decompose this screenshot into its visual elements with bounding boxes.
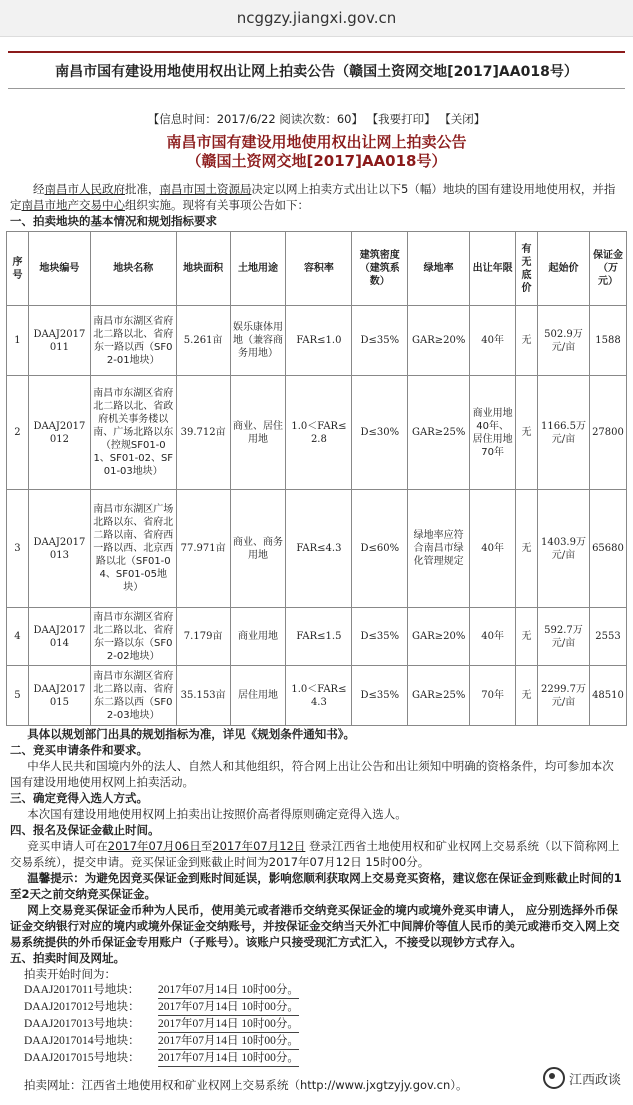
- cell-density: D≤30%: [352, 376, 408, 490]
- cell-start-price: 1166.5万元/亩: [538, 376, 590, 490]
- cell-index: 1: [7, 306, 29, 376]
- th-code: 地块编号: [28, 232, 90, 306]
- schedule-code: DAAJ2017014号地块：: [24, 1035, 140, 1047]
- cell-deposit: 65680: [589, 490, 626, 608]
- schedule-item: [10, 1033, 623, 1050]
- cell-green: 绿地率应符合南昌市绿化管理规定: [408, 490, 470, 608]
- cell-index: 5: [7, 666, 29, 726]
- section-5-heading: 五、拍卖时间及网址。: [10, 951, 125, 965]
- cell-far: FAR≤1.5: [286, 608, 352, 666]
- cell-far: FAR≤1.0: [286, 306, 352, 376]
- intro-d: 组织实施。现将有关事项公告如下：: [125, 198, 309, 212]
- page-header-title: 南昌市国有建设用地使用权出让网上拍卖公告（赣国土资网交地[2017]AA018号）: [55, 64, 578, 80]
- sec4-b: 至: [200, 839, 213, 853]
- cell-start-price: 502.9万元/亩: [538, 306, 590, 376]
- sec4-date2: 2017年07月12日: [212, 839, 306, 853]
- th-name: 地块名称: [90, 232, 176, 306]
- auction-website: 拍卖网址：江西省土地使用权和矿业权网上交易系统（http://www.jxgtzyjy.gov.cn）。: [24, 1078, 468, 1092]
- schedule-item: [10, 999, 623, 1016]
- th-area: 地块面积: [176, 232, 230, 306]
- cell-area: 5.261亩: [176, 306, 230, 376]
- intro-paragraph: [10, 181, 623, 213]
- cell-reserve: 无: [516, 608, 538, 666]
- table-row: [7, 666, 627, 726]
- info-time-label: 【信息时间：: [147, 112, 217, 126]
- sec4-c: 登录江西省土地使用权和矿业权网上交易系统（以下简称网上交易系统），提交申请。竞买保证金到账截止时间为2017年07月12日 15时00分。: [10, 839, 620, 869]
- th-reserve: 有无底价: [516, 232, 538, 306]
- close-link[interactable]: 【关闭】: [439, 112, 486, 126]
- cell-reserve: 无: [516, 376, 538, 490]
- schedule-label: 拍卖开始时间为：: [24, 967, 116, 981]
- cell-use: 商业用地: [230, 608, 286, 666]
- schedule-item: [10, 1050, 623, 1067]
- cell-density: D≤35%: [352, 666, 408, 726]
- th-start-price: 起始价: [538, 232, 590, 306]
- cell-far: 1.0＜FAR≤4.3: [286, 666, 352, 726]
- schedule-time: 2017年07月14日 10时00分。: [158, 1016, 299, 1033]
- schedule-code: DAAJ2017013号地块：: [24, 1018, 140, 1030]
- table-row: [7, 490, 627, 608]
- cell-name: 南昌市东湖区省府北二路以北、省政府机关事务楼以南、广场北路以东（控规SF01-01、SF01-02、SF01-03地块）: [90, 376, 176, 490]
- cell-term: 40年: [470, 608, 516, 666]
- section-1-heading: 一、拍卖地块的基本情况和规划指标要求: [10, 214, 217, 228]
- th-green: 绿地率: [408, 232, 470, 306]
- wechat-logo-icon: [543, 1067, 565, 1089]
- info-views-label: 阅读次数：: [279, 112, 337, 126]
- cell-code: DAAJ2017013: [28, 490, 90, 608]
- table-row: [7, 608, 627, 666]
- info-time: 2017/6/22: [216, 112, 276, 126]
- cell-term: 40年: [470, 490, 516, 608]
- cell-code: DAAJ2017015: [28, 666, 90, 726]
- cell-term: 商业用地40年、居住用地70年: [470, 376, 516, 490]
- deposit-tip: 温馨提示：为避免因竞买保证金到账时间延误，影响您顺利获取网上交易竞买资格，建议您在保证金到账截止时间的1至2天之前交纳竞买保证金。: [10, 871, 622, 901]
- watermark: [539, 1065, 625, 1091]
- intro-c: 决定以网上拍卖方式出让以下5（幅）地块的国有建设用地使用权，并指定: [10, 182, 616, 212]
- cell-use: 居住用地: [230, 666, 286, 726]
- table-header-row: [7, 232, 627, 306]
- schedule-time: 2017年07月14日 10时00分。: [158, 982, 299, 999]
- section-3-heading: 三、确定竞得入选人方式。: [10, 791, 148, 805]
- cell-name: 南昌市东湖区省府北二路以北、省府东一路以西（SF02-01地块）: [90, 306, 176, 376]
- auction-schedule: [10, 966, 623, 1067]
- intro-b: 批准，: [125, 182, 160, 196]
- cell-start-price: 1403.9万元/亩: [538, 490, 590, 608]
- cell-area: 7.179亩: [176, 608, 230, 666]
- intro-bureau: 南昌市国土资源局: [159, 182, 252, 196]
- section-4-heading: 四、报名及保证金截止时间。: [10, 823, 160, 837]
- cell-start-price: 2299.7万元/亩: [538, 666, 590, 726]
- cell-use: 商业、商务用地: [230, 490, 286, 608]
- cell-name: 南昌市东湖区广场北路以东、省府北二路以南、省府西一路以西、北京西路以北（SF01-04、SF01-05地块）: [90, 490, 176, 608]
- intro-a: 经: [33, 182, 45, 196]
- th-index: 序号: [7, 232, 29, 306]
- cell-deposit: 27800: [589, 376, 626, 490]
- info-bar: [0, 111, 633, 127]
- page-header: [8, 51, 625, 89]
- cell-area: 35.153亩: [176, 666, 230, 726]
- schedule-item: [10, 982, 623, 999]
- article-title-line2: （赣国土资网交地[2017]AA018号）: [186, 152, 447, 170]
- cell-area: 77.971亩: [176, 490, 230, 608]
- th-density: 建筑密度（建筑系数）: [352, 232, 408, 306]
- cell-deposit: 48510: [589, 666, 626, 726]
- th-use: 土地用途: [230, 232, 286, 306]
- cell-density: D≤35%: [352, 306, 408, 376]
- land-table: [6, 231, 627, 726]
- cell-far: 1.0＜FAR≤2.8: [286, 376, 352, 490]
- cell-use: 娱乐康体用地（兼容商务用地）: [230, 306, 286, 376]
- planning-note: 具体以规划部门出具的规划指标为准，详见《规划条件通知书》。: [27, 727, 355, 741]
- foreign-currency-note: 网上交易竞买保证金币种为人民币，使用美元或者港币交纳竞买保证金的境内或境外竞买申请人， 应分别选择外币保证金交纳银行对应的境内或境外保证金交纳账号，并按保证金交纳当天外汇中间牌价等值人民币的美元或港币交入网上交易系统提供的外币保证金专用账户（子账号）。该账户只接受现汇方式汇入，不接受以现钞方式存入。: [10, 903, 620, 949]
- cell-name: 南昌市东湖区省府北二路以北、省府东一路以东（SF02-02地块）: [90, 608, 176, 666]
- section-2-heading: 二、竞买申请条件和要求。: [10, 743, 148, 757]
- table-row: [7, 376, 627, 490]
- cell-reserve: 无: [516, 490, 538, 608]
- schedule-time: 2017年07月14日 10时00分。: [158, 999, 299, 1016]
- cell-code: DAAJ2017012: [28, 376, 90, 490]
- cell-green: GAR≥20%: [408, 608, 470, 666]
- cell-index: 2: [7, 376, 29, 490]
- watermark-label: 江西政谈: [568, 1072, 621, 1088]
- schedule-time: 2017年07月14日 10时00分。: [158, 1050, 299, 1067]
- info-close-bracket: 】: [351, 112, 363, 126]
- cell-deposit: 1588: [589, 306, 626, 376]
- th-far: 容积率: [286, 232, 352, 306]
- cell-green: GAR≥25%: [408, 376, 470, 490]
- cell-code: DAAJ2017011: [28, 306, 90, 376]
- address-url: ncggzy.jiangxi.gov.cn: [236, 9, 397, 27]
- cell-name: 南昌市东湖区省府北二路以南、省府东二路以西（SF02-03地块）: [90, 666, 176, 726]
- cell-index: 4: [7, 608, 29, 666]
- th-deposit: 保证金（万元）: [589, 232, 626, 306]
- cell-term: 70年: [470, 666, 516, 726]
- section-2-text: 中华人民共和国境内外的法人、自然人和其他组织，符合网上出让公告和出让须知中明确的资格条件，均可参加本次国有建设用地使用权网上拍卖活动。: [10, 759, 614, 789]
- schedule-time: 2017年07月14日 10时00分。: [158, 1033, 299, 1050]
- cell-use: 商业、居住用地: [230, 376, 286, 490]
- section-4-text: [10, 838, 623, 870]
- sec4-a: 竞买申请人可在: [27, 839, 108, 853]
- cell-start-price: 592.7万元/亩: [538, 608, 590, 666]
- cell-term: 40年: [470, 306, 516, 376]
- schedule-code: DAAJ2017011号地块：: [24, 984, 140, 996]
- cell-green: GAR≥20%: [408, 306, 470, 376]
- cell-area: 39.712亩: [176, 376, 230, 490]
- info-views: 60: [336, 112, 352, 126]
- schedule-code: DAAJ2017012号地块：: [24, 1001, 140, 1013]
- print-link[interactable]: 【我要打印】: [366, 112, 436, 126]
- cell-code: DAAJ2017014: [28, 608, 90, 666]
- article-title: [0, 133, 633, 171]
- th-term: 出让年限: [470, 232, 516, 306]
- cell-far: FAR≤4.3: [286, 490, 352, 608]
- schedule-code: DAAJ2017015号地块：: [24, 1052, 140, 1064]
- article-title-line1: 南昌市国有建设用地使用权出让网上拍卖公告: [166, 133, 467, 151]
- cell-index: 3: [7, 490, 29, 608]
- schedule-item: [10, 1016, 623, 1033]
- cell-reserve: 无: [516, 666, 538, 726]
- cell-density: D≤35%: [352, 608, 408, 666]
- section-3-text: 本次国有建设用地使用权网上拍卖出让按照价高者得原则确定竞得入选人。: [27, 807, 407, 821]
- address-bar[interactable]: [0, 0, 633, 37]
- table-row: [7, 306, 627, 376]
- intro-center: 南昌市地产交易中心: [21, 198, 125, 212]
- cell-density: D≤60%: [352, 490, 408, 608]
- cell-green: GAR≥25%: [408, 666, 470, 726]
- cell-deposit: 2553: [589, 608, 626, 666]
- sec4-date1: 2017年07月06日: [107, 839, 201, 853]
- cell-reserve: 无: [516, 306, 538, 376]
- intro-gov: 南昌市人民政府: [44, 182, 125, 196]
